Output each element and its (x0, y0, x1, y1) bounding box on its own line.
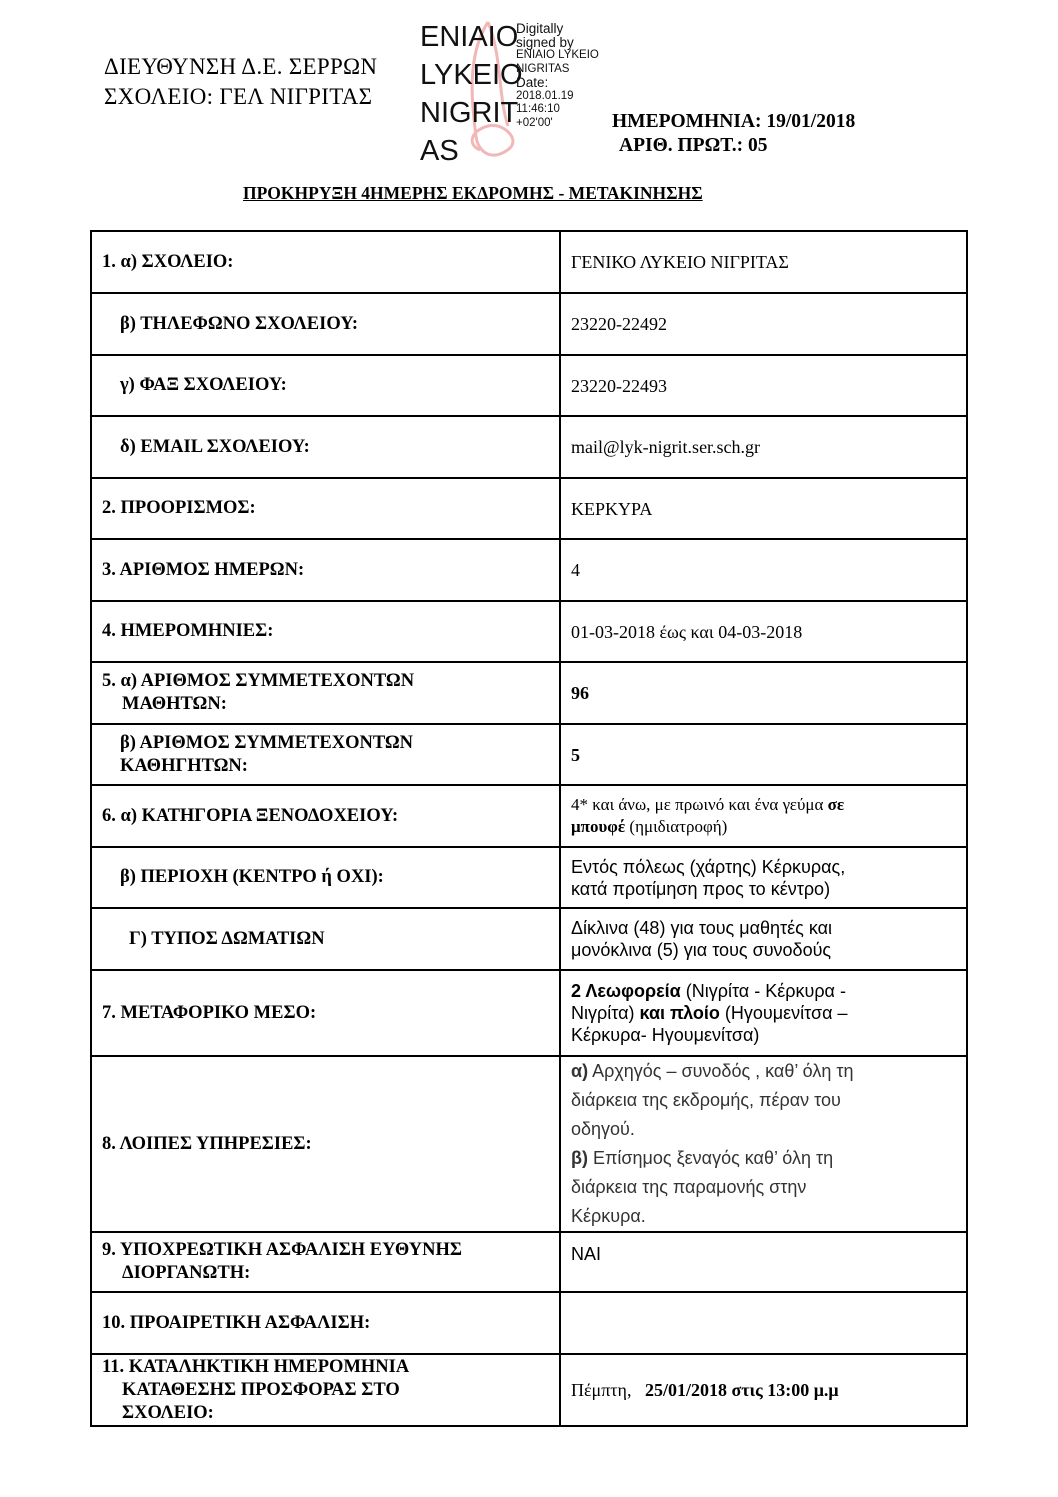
row-label: 8. ΛΟΙΠΕΣ ΥΠΗΡΕΣΙΕΣ: (91, 1056, 560, 1232)
row-label (91, 1354, 560, 1426)
row-label-line: 9. ΥΠΟΧΡΕΩΤΙΚΗ ΑΣΦΑΛΙΣΗ ΕΥΘΥΝΗΣ (102, 1240, 462, 1260)
row-label: 4. ΗΜΕΡΟΜΗΝΙΕΣ: (91, 601, 560, 662)
row-value: ΝΑΙ (560, 1232, 967, 1292)
transport-text: Νιγρίτα) (571, 1003, 640, 1023)
row-value: 23220-22493 (560, 355, 967, 416)
row-label (91, 1232, 560, 1292)
signature-name-line: LYKEIO (420, 59, 523, 91)
row-value (560, 1056, 967, 1232)
hotel-text-bold: μπουφέ (571, 817, 626, 836)
row-label: β) ΠΕΡΙΟΧΗ (ΚΕΝΤΡΟ ή ΟΧΙ): (91, 847, 560, 908)
transport-bold: και πλοίο (639, 1003, 720, 1023)
row-label-line: ΣΧΟΛΕΙΟ: (122, 1402, 214, 1423)
row-label: 10. ΠΡΟΑΙΡΕΤΙΚΗ ΑΣΦΑΛΙΣΗ: (91, 1292, 560, 1354)
table-row (91, 847, 967, 908)
services-marker: α) (571, 1061, 589, 1081)
signature-info-line: 2018.01.19 (516, 89, 574, 102)
row-label: 3. ΑΡΙΘΜΟΣ ΗΜΕΡΩΝ: (91, 539, 560, 601)
services-text: Αρχηγός – συνοδός , καθ’ όλη τη (588, 1061, 854, 1081)
table-row (91, 1232, 967, 1292)
table-row (91, 416, 967, 478)
row-label: γ) ΦΑΞ ΣΧΟΛΕΙΟΥ: (91, 355, 560, 416)
row-value: 4 (560, 539, 967, 601)
school-line: ΣΧΟΛΕΙΟ: ΓΕΛ ΝΙΓΡΙΤΑΣ (104, 84, 373, 109)
signature-info-line: ENIAIO LYKEIO (516, 49, 599, 61)
row-value: mail@lyk-nigrit.ser.sch.gr (560, 416, 967, 478)
row-label: 6. α) ΚΑΤΗΓΟΡΙΑ ΞΕΝΟΔΟΧΕΙΟΥ: (91, 785, 560, 847)
area-line: Εντός πόλεως (χάρτης) Κέρκυρας, (571, 856, 846, 877)
table-row (91, 601, 967, 662)
table-row (91, 1354, 967, 1426)
row-label: β) ΤΗΛΕΦΩΝΟ ΣΧΟΛΕΙΟΥ: (91, 293, 560, 355)
row-label-line: ΜΑΘΗΤΩΝ: (122, 694, 227, 714)
row-label: δ) EMAIL ΣΧΟΛΕΙΟΥ: (91, 416, 560, 478)
deadline-datetime: 25/01/2018 στις 13:00 μ.μ (644, 1380, 839, 1400)
row-label: 1. α) ΣΧΟΛΕΙΟ: (91, 231, 560, 293)
signature-info-line: NIGRITAS (516, 62, 570, 75)
row-value (560, 970, 967, 1056)
signature-info-line: Date: (516, 75, 549, 90)
table-row (91, 724, 967, 785)
hotel-text: (ημιδιατροφή) (625, 817, 728, 836)
signature-info-line: +02'00' (516, 116, 553, 129)
transport-text: Κέρκυρα- Ηγουμενίτσα) (571, 1025, 760, 1045)
signature-name (420, 18, 523, 170)
signature-name-line: AS (420, 135, 459, 167)
signature-info-line: signed by (516, 34, 574, 50)
row-value: 01-03-2018 έως και 04-03-2018 (560, 601, 967, 662)
row-value (560, 847, 967, 908)
services-text: Επίσημος ξεναγός καθ’ όλη τη (587, 1148, 834, 1168)
table-row (91, 908, 967, 970)
row-value: ΚΕΡΚΥΡΑ (560, 478, 967, 539)
row-label (91, 724, 560, 785)
row-value: 5 (560, 724, 967, 785)
row-label-line: 11. ΚΑΤΑΛΗΚΤΙΚΗ ΗΜΕΡΟΜΗΝΙΑ (102, 1356, 410, 1377)
services-text: Κέρκυρα. (571, 1206, 646, 1226)
row-value (560, 1292, 967, 1354)
services-text: διάρκεια της εκδρομής, πέραν του (571, 1090, 841, 1110)
date-line: ΗΜΕΡΟΜΗΝΙΑ: 19/01/2018 (612, 111, 856, 132)
hotel-text: 4* και άνω, με πρωινό και ένα γεύμα (571, 795, 828, 814)
directorate-line: ΔΙΕΥΘΥΝΣΗ Δ.Ε. ΣΕΡΡΩΝ (104, 54, 378, 79)
row-value: 96 (560, 662, 967, 724)
row-value (560, 1354, 967, 1426)
row-value: 23220-22492 (560, 293, 967, 355)
row-label-line: ΚΑΘΗΓΗΤΩΝ: (120, 755, 248, 776)
signature-info-line: Digitally (516, 21, 564, 36)
hotel-text-bold: σε (827, 795, 845, 814)
deadline-day: Πέμπτη, (571, 1380, 645, 1400)
trip-details-table (90, 230, 968, 1427)
table-row (91, 970, 967, 1056)
row-value: ΓΕΝΙΚΟ ΛΥΚΕΙΟ ΝΙΓΡΙΤΑΣ (560, 231, 967, 293)
signature-info (516, 22, 599, 130)
table-row (91, 1292, 967, 1354)
row-label-line: ΚΑΤΑΘΕΣΗΣ ΠΡΟΣΦΟΡΑΣ ΣΤΟ (122, 1379, 400, 1400)
row-label: 2. ΠΡΟΟΡΙΣΜΟΣ: (91, 478, 560, 539)
row-label: 7. ΜΕΤΑΦΟΡΙΚΟ ΜΕΣΟ: (91, 970, 560, 1056)
services-text: διάρκεια της παραμονής στην (571, 1177, 807, 1197)
transport-text: (Νιγρίτα - Κέρκυρα - (680, 981, 846, 1001)
transport-text: (Ηγουμενίτσα – (719, 1003, 848, 1023)
table-row (91, 293, 967, 355)
digital-signature (420, 16, 620, 166)
row-label-line: 5. α) ΑΡΙΘΜΟΣ ΣΥΜΜΕΤΕΧΟΝΤΩΝ (102, 671, 415, 691)
table-row (91, 1056, 967, 1232)
table-row (91, 478, 967, 539)
signature-name-line: ENIAIO (420, 21, 519, 53)
rooms-line: μονόκλινα (5) για τους συνοδούς (571, 940, 832, 960)
row-value (560, 908, 967, 970)
table-row (91, 355, 967, 416)
table-row (91, 231, 967, 293)
signature-name-line: NIGRIT (420, 97, 519, 129)
row-value (560, 785, 967, 847)
row-label-line: ΔΙΟΡΓΑΝΩΤΗ: (122, 1263, 251, 1283)
row-label: Γ) ΤΥΠΟΣ ΔΩΜΑΤΙΩΝ (91, 908, 560, 970)
table-row (91, 662, 967, 724)
services-text: οδηγού. (571, 1119, 635, 1139)
protocol-line: ΑΡΙΘ. ΠΡΩΤ.: 05 (619, 135, 768, 156)
page-title: ΠΡΟΚΗΡΥΞΗ 4ΗΜΕΡΗΣ ΕΚΔΡΟΜΗΣ - ΜΕΤΑΚΙΝΗΣΗΣ (243, 183, 703, 203)
row-label-line: β) ΑΡΙΘΜΟΣ ΣΥΜΜΕΤΕΧΟΝΤΩΝ (120, 732, 414, 753)
signature-info-line: 11:46:10 (516, 103, 560, 115)
table-row (91, 785, 967, 847)
table-row (91, 539, 967, 601)
services-marker: β) (571, 1148, 588, 1168)
rooms-line: Δίκλινα (48) για τους μαθητές και (571, 918, 833, 938)
transport-bold: 2 Λεωφορεία (571, 981, 681, 1001)
area-line: κατά προτίμηση προς το κέντρο) (571, 878, 831, 899)
row-label (91, 662, 560, 724)
